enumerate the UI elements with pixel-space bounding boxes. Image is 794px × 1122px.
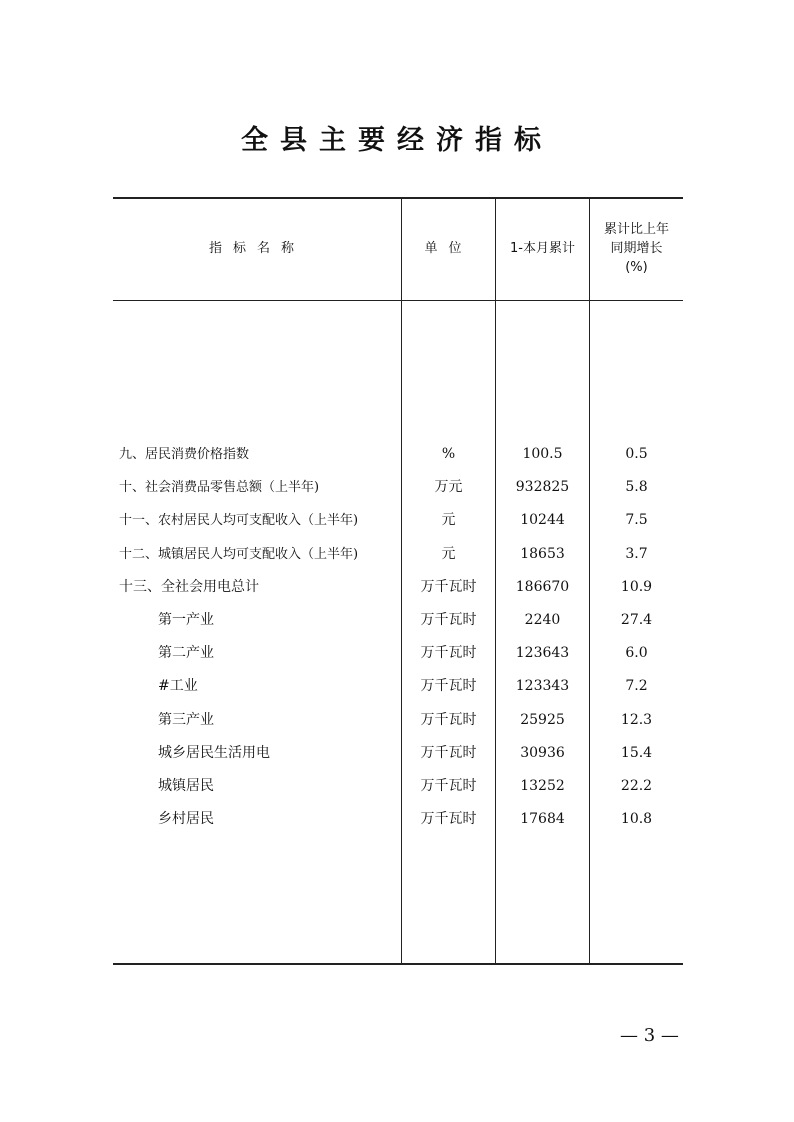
row-growth: 12.3 <box>620 711 653 728</box>
table-header-rule <box>113 300 683 301</box>
row-growth: 10.9 <box>620 578 653 595</box>
row-growth: 3.7 <box>625 545 648 562</box>
row-cumulative: 17684 <box>520 811 565 828</box>
table-row <box>113 471 683 504</box>
table-body <box>113 438 683 836</box>
row-name: 城乡居民生活用电 <box>158 744 270 761</box>
row-cumulative: 123643 <box>515 645 570 662</box>
table-row <box>113 704 683 737</box>
row-unit: % <box>441 446 456 462</box>
table-row <box>113 438 683 471</box>
row-name: 十二、城镇居民人均可支配收入（上半年) <box>119 546 359 562</box>
table-bottom-rule <box>113 963 683 965</box>
row-growth: 7.5 <box>625 512 648 529</box>
row-cumulative: 186670 <box>515 578 570 595</box>
page-title: 全县主要经济指标 <box>241 125 553 156</box>
table-row <box>113 604 683 637</box>
row-cumulative: 25925 <box>520 711 565 728</box>
header-cumulative: 1-本月累计 <box>510 241 575 256</box>
row-name: #工业 <box>158 678 198 695</box>
row-cumulative: 30936 <box>520 744 565 761</box>
row-unit: 万千瓦时 <box>420 578 477 595</box>
row-name: 十三、全社会用电总计 <box>119 578 259 595</box>
table-row <box>113 538 683 571</box>
row-cumulative: 18653 <box>520 545 565 562</box>
header-growth-pct <box>590 197 683 300</box>
row-name: 九、居民消费价格指数 <box>119 447 250 462</box>
row-unit: 元 <box>441 545 456 562</box>
header-unit: 单位 <box>424 241 473 256</box>
table-row <box>113 670 683 703</box>
row-name: 第二产业 <box>158 645 214 662</box>
header-growth-line2: 同期增长 <box>610 241 663 256</box>
table-row <box>113 504 683 537</box>
header-growth-line3: (%) <box>625 260 648 275</box>
row-name: 第三产业 <box>158 711 214 728</box>
row-name: 第一产业 <box>158 611 214 628</box>
row-unit: 元 <box>441 512 456 529</box>
row-growth: 15.4 <box>620 744 653 761</box>
row-cumulative: 13252 <box>520 777 565 794</box>
row-growth: 22.2 <box>620 777 653 794</box>
row-cumulative: 10244 <box>520 512 565 529</box>
header-growth-line1: 累计比上年 <box>603 222 669 237</box>
row-growth: 7.2 <box>625 678 648 695</box>
row-growth: 27.4 <box>620 611 653 628</box>
row-growth: 5.8 <box>625 479 648 496</box>
table-row <box>113 637 683 670</box>
row-unit: 万元 <box>434 479 463 496</box>
row-name: 城镇居民 <box>158 777 214 794</box>
row-unit: 万千瓦时 <box>420 777 477 794</box>
row-growth: 6.0 <box>625 645 648 662</box>
row-unit: 万千瓦时 <box>420 678 477 695</box>
row-unit: 万千瓦时 <box>420 744 477 761</box>
page-number: — 3 — <box>620 1025 679 1046</box>
table-row <box>113 571 683 604</box>
row-cumulative: 123343 <box>515 678 570 695</box>
row-cumulative: 100.5 <box>522 446 563 462</box>
table-row <box>113 770 683 803</box>
table-row <box>113 803 683 836</box>
row-growth: 10.8 <box>620 811 653 828</box>
row-unit: 万千瓦时 <box>420 611 477 628</box>
row-name: 乡村居民 <box>158 811 214 828</box>
header-indicator-name: 指标名称 <box>208 241 305 256</box>
row-unit: 万千瓦时 <box>420 711 477 728</box>
row-unit: 万千瓦时 <box>420 645 477 662</box>
row-cumulative: 2240 <box>524 611 561 628</box>
table-row <box>113 737 683 770</box>
row-cumulative: 932825 <box>515 479 570 496</box>
row-name: 十、社会消费品零售总额（上半年) <box>119 480 320 496</box>
row-name: 十一、农村居民人均可支配收入（上半年) <box>119 513 359 529</box>
indicator-table <box>113 197 683 964</box>
row-unit: 万千瓦时 <box>420 811 477 828</box>
row-growth: 0.5 <box>625 446 648 462</box>
